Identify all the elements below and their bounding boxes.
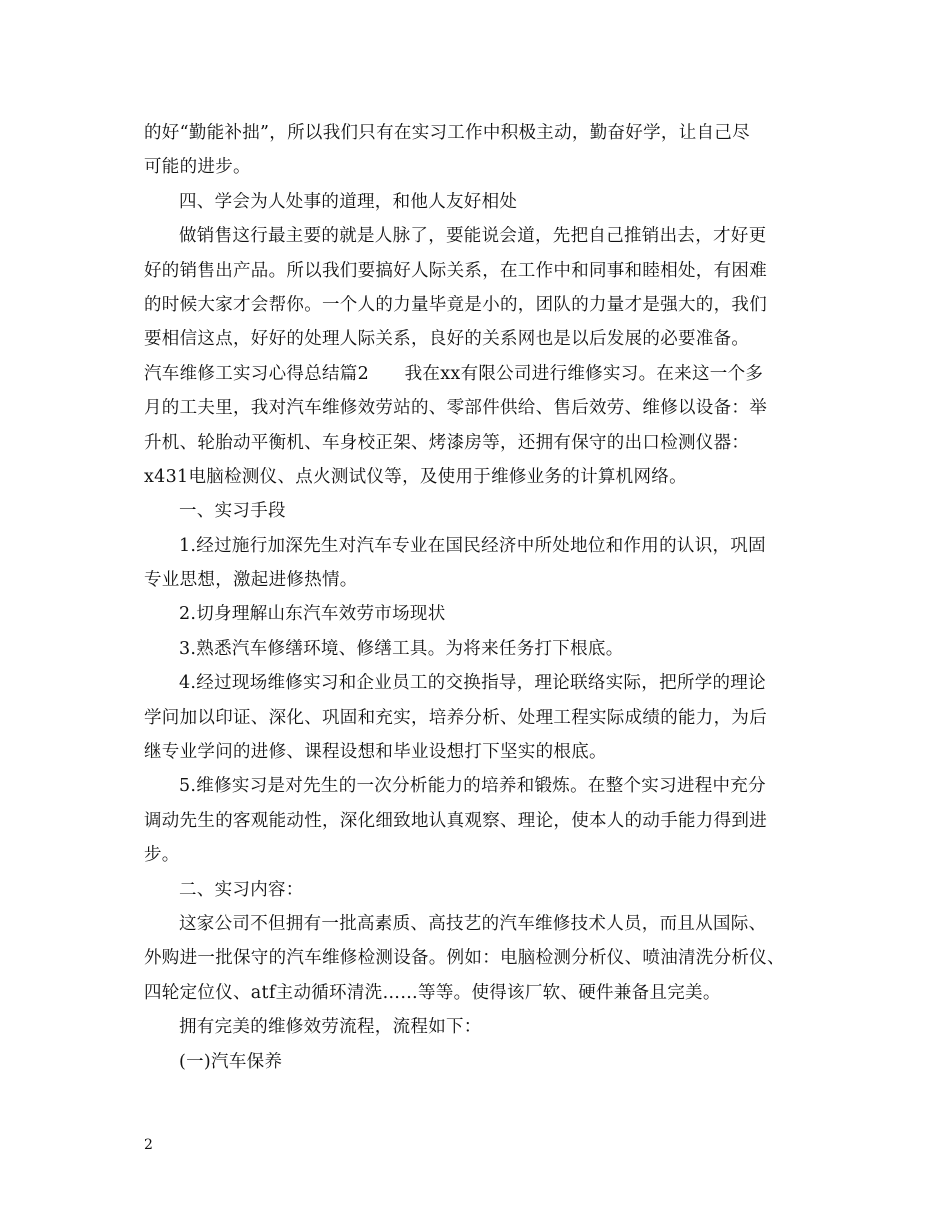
- document-body: [144, 116, 824, 1079]
- section-heading: 一、实习手段: [179, 501, 286, 522]
- text-line: 月的工夫里，我对汽车维修效劳站的、零部件供给、售后效劳、维修以设备：举: [144, 398, 767, 419]
- text-line: 拥有完美的维修效劳流程，流程如下：: [179, 1017, 482, 1038]
- list-item: 3.熟悉汽车修缮环境、修缮工具。为将来任务打下根底。: [179, 638, 624, 659]
- text-line: 的时候大家才会帮你。一个人的力量毕竟是小的，团队的力量才是强大的，我们: [144, 294, 767, 315]
- text-line: 学问加以印证、深化、巩固和充实，培养分析、处理工程实际成绩的能力，为后: [144, 707, 767, 728]
- list-item: 5.维修实习是对先生的一次分析能力的培养和锻炼。在整个实习进程中充分: [179, 776, 766, 797]
- text-line: 专业思想，激起进修热情。: [144, 570, 358, 591]
- list-item: 2.切身理解山东汽车效劳市场现状: [179, 604, 446, 625]
- text-line: 升机、轮胎动平衡机、车身校正架、烤漆房等，还拥有保守的出口检测仪器：: [144, 432, 750, 453]
- list-item: 1.经过施行加深先生对汽车专业在国民经济中所处地位和作用的认识，巩固: [179, 535, 766, 556]
- text-line: 好的销售出产品。所以我们要搞好人际关系，在工作中和同事和睦相处，有困难: [144, 260, 767, 281]
- text-line: 做销售这行最主要的就是人脉了，要能说会道，先把自己推销出去，才好更: [179, 226, 767, 247]
- text-line: 的好“勤能补拙”，所以我们只有在实习工作中积极主动，勤奋好学，让自己尽: [144, 123, 750, 143]
- text-line: 四轮定位仪、atf主动循环清洗……等等。使得该厂软、硬件兼备且完美。: [144, 982, 721, 1003]
- list-item: 4.经过现场维修实习和企业员工的交换指导，理论联络实际，把所学的理论: [179, 673, 766, 694]
- text-line: 可能的进步。: [144, 157, 251, 178]
- text-line: 继专业学问的进修、课程设想和毕业设想打下坚实的根底。: [144, 742, 607, 763]
- subsection-heading: (一)汽车保养: [179, 1051, 283, 1072]
- text-line: 这家公司不但拥有一批高素质、高技艺的汽车维修技术人员，而且从国际、: [179, 913, 767, 934]
- text-line: 步。: [144, 845, 180, 866]
- text-line: x431电脑检测仪、点火测试仪等，及使用于维修业务的计算机网络。: [144, 466, 687, 487]
- section-heading: 四、学会为人处事的道理，和他人友好相处: [179, 191, 518, 212]
- section-heading: 二、实习内容：: [179, 879, 304, 900]
- article-title-line: 汽车维修工实习心得总结篇2 我在xx有限公司进行维修实习。在来这一个多: [144, 363, 764, 384]
- page-number: 2: [144, 1137, 153, 1153]
- text-line: 外购进一批保守的汽车维修检测设备。例如：电脑检测分析仪、喷油清洗分析仪、: [144, 948, 785, 969]
- text-line: 要相信这点，好好的处理人际关系，良好的关系网也是以后发展的必要准备。: [144, 329, 750, 350]
- text-line: 调动先生的客观能动性，深化细致地认真观察、理论，使本人的动手能力得到进: [144, 810, 767, 831]
